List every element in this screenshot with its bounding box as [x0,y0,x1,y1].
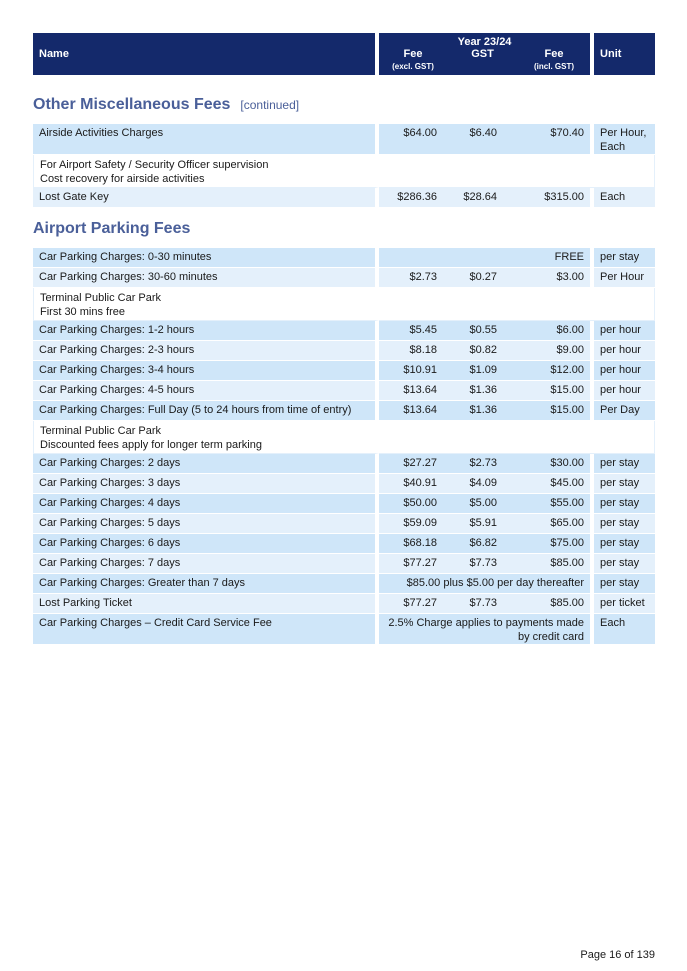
row-gst: $1.36 [447,381,518,401]
row-fee-span [379,614,590,645]
row-gst: $5.00 [447,494,518,514]
note-line-2: Discounted fees apply for longer term parking [40,439,262,451]
row-gst: $2.73 [447,454,518,474]
row-fee-excl: $5.45 [379,321,447,341]
table-row [33,614,655,645]
row-fee-span: $85.00 plus $5.00 per day thereafter [379,574,590,594]
table-row [33,401,655,421]
row-fee-incl: $85.00 [518,554,590,574]
row-fee-excl: $8.18 [379,341,447,361]
row-unit: per stay [590,554,655,574]
note-row [33,155,655,188]
row-name: Car Parking Charges: 0-30 minutes [33,248,379,268]
header-fee-excl [379,48,447,75]
table-row [33,248,655,268]
header-fee-incl-label: Fee [544,48,564,60]
table-row [33,594,655,614]
row-fee-incl: $30.00 [518,454,590,474]
row-unit: per stay [590,514,655,534]
page-number: Page 16 of 139 [580,949,655,961]
row-fee-excl: $13.64 [379,381,447,401]
header-fee-excl-label: Fee [403,48,423,60]
row-unit: per hour [590,341,655,361]
fee-schedule-page [33,33,655,645]
row-fee-span: FREE [379,248,590,268]
table-row [33,494,655,514]
row-fee-excl: $286.36 [379,188,447,208]
table-row [33,454,655,474]
row-unit: per stay [590,474,655,494]
table-row [33,124,655,155]
note-blank [379,155,655,188]
row-fee-excl: $59.09 [379,514,447,534]
row-name: Car Parking Charges: Greater than 7 days [33,574,379,594]
row-fee-incl: $85.00 [518,594,590,614]
row-unit: per stay [590,574,655,594]
row-unit: Per Hour [590,268,655,288]
section-title-parking: Airport Parking Fees [33,220,191,237]
row-unit: per ticket [590,594,655,614]
note-text [33,155,379,188]
row-unit: Each [590,614,655,645]
header-fee-excl-sub: (excl. GST) [392,62,434,71]
row-name: Car Parking Charges – Credit Card Service Fee [33,614,379,645]
row-gst: $0.82 [447,341,518,361]
row-fee-incl: $70.40 [518,124,590,155]
row-fee-excl: $13.64 [379,401,447,421]
row-name: Car Parking Charges: 2 days [33,454,379,474]
table-row [33,268,655,288]
row-fee-excl: $77.27 [379,594,447,614]
row-fee-span-line-1: 2.5% Charge applies to payments made [388,617,584,629]
note-line-2: Cost recovery for airside activities [40,173,205,185]
row-unit: per stay [590,494,655,514]
row-fee-incl: $45.00 [518,474,590,494]
row-name: Car Parking Charges: 6 days [33,534,379,554]
row-fee-incl: $75.00 [518,534,590,554]
row-name: Car Parking Charges: 5 days [33,514,379,534]
row-fee-excl: $68.18 [379,534,447,554]
row-unit: Per Day [590,401,655,421]
row-fee-excl: $64.00 [379,124,447,155]
table-row [33,381,655,401]
note-blank [379,421,655,454]
table-row [33,514,655,534]
note-blank [379,288,655,321]
row-fee-incl: $65.00 [518,514,590,534]
row-gst: $28.64 [447,188,518,208]
header-gst [447,48,518,75]
misc-title-text: Other Miscellaneous Fees [33,96,231,113]
misc-continued: [continued] [240,98,300,112]
row-name: Lost Gate Key [33,188,379,208]
table-row [33,341,655,361]
row-fee-incl: $9.00 [518,341,590,361]
row-fee-excl: $10.91 [379,361,447,381]
row-unit: per stay [590,248,655,268]
row-name: Car Parking Charges: 4-5 hours [33,381,379,401]
table-row [33,474,655,494]
row-gst: $5.91 [447,514,518,534]
row-unit: per stay [590,534,655,554]
header-year: Year 23/24 [379,33,590,48]
row-fee-incl: $15.00 [518,381,590,401]
row-unit: per hour [590,361,655,381]
row-gst: $7.73 [447,594,518,614]
row-fee-excl: $77.27 [379,554,447,574]
row-name: Car Parking Charges: 4 days [33,494,379,514]
row-fee-excl: $50.00 [379,494,447,514]
row-fee-incl: $315.00 [518,188,590,208]
row-name: Car Parking Charges: Full Day (5 to 24 hours from time of entry) [33,401,379,421]
row-fee-incl: $3.00 [518,268,590,288]
table-row [33,188,655,208]
row-name: Airside Activities Charges [33,124,379,155]
row-gst: $1.09 [447,361,518,381]
table-row [33,554,655,574]
row-gst: $1.36 [447,401,518,421]
note-line-1: For Airport Safety / Security Officer supervision [40,159,269,171]
header-fee-incl-sub: (incl. GST) [534,62,575,71]
header-gst-label: GST [471,48,494,60]
row-name: Car Parking Charges: 30-60 minutes [33,268,379,288]
header-name: Name [33,33,379,75]
row-fee-incl: $55.00 [518,494,590,514]
row-fee-incl: $15.00 [518,401,590,421]
table-row [33,574,655,594]
header-fee-incl [518,48,590,75]
row-gst: $4.09 [447,474,518,494]
header-unit: Unit [590,33,655,75]
row-unit: Per Hour, Each [590,124,655,155]
row-name: Car Parking Charges: 3 days [33,474,379,494]
row-fee-span-line-2: by credit card [517,631,584,643]
row-name: Lost Parking Ticket [33,594,379,614]
parking-table [33,248,655,645]
note-line-1: Terminal Public Car Park [40,425,162,437]
row-fee-excl: $2.73 [379,268,447,288]
misc-table [33,124,655,208]
row-fee-incl: $12.00 [518,361,590,381]
row-gst: $0.55 [447,321,518,341]
row-gst: $6.40 [447,124,518,155]
row-name: Car Parking Charges: 7 days [33,554,379,574]
row-unit: per hour [590,321,655,341]
column-header [33,33,655,75]
row-fee-excl: $27.27 [379,454,447,474]
row-name: Car Parking Charges: 3-4 hours [33,361,379,381]
row-fee-excl: $40.91 [379,474,447,494]
row-gst: $6.82 [447,534,518,554]
note-text [33,288,379,321]
row-gst: $7.73 [447,554,518,574]
row-unit: per hour [590,381,655,401]
row-name: Car Parking Charges: 2-3 hours [33,341,379,361]
note-text [33,421,379,454]
note-line-1: Terminal Public Car Park [40,292,162,304]
note-line-2: First 30 mins free [40,306,125,318]
row-unit: Each [590,188,655,208]
table-row [33,321,655,341]
row-name: Car Parking Charges: 1-2 hours [33,321,379,341]
table-row [33,534,655,554]
note-row [33,421,655,454]
table-row [33,361,655,381]
note-row [33,288,655,321]
row-fee-incl: $6.00 [518,321,590,341]
row-unit: per stay [590,454,655,474]
section-title-misc [33,96,655,118]
row-gst: $0.27 [447,268,518,288]
